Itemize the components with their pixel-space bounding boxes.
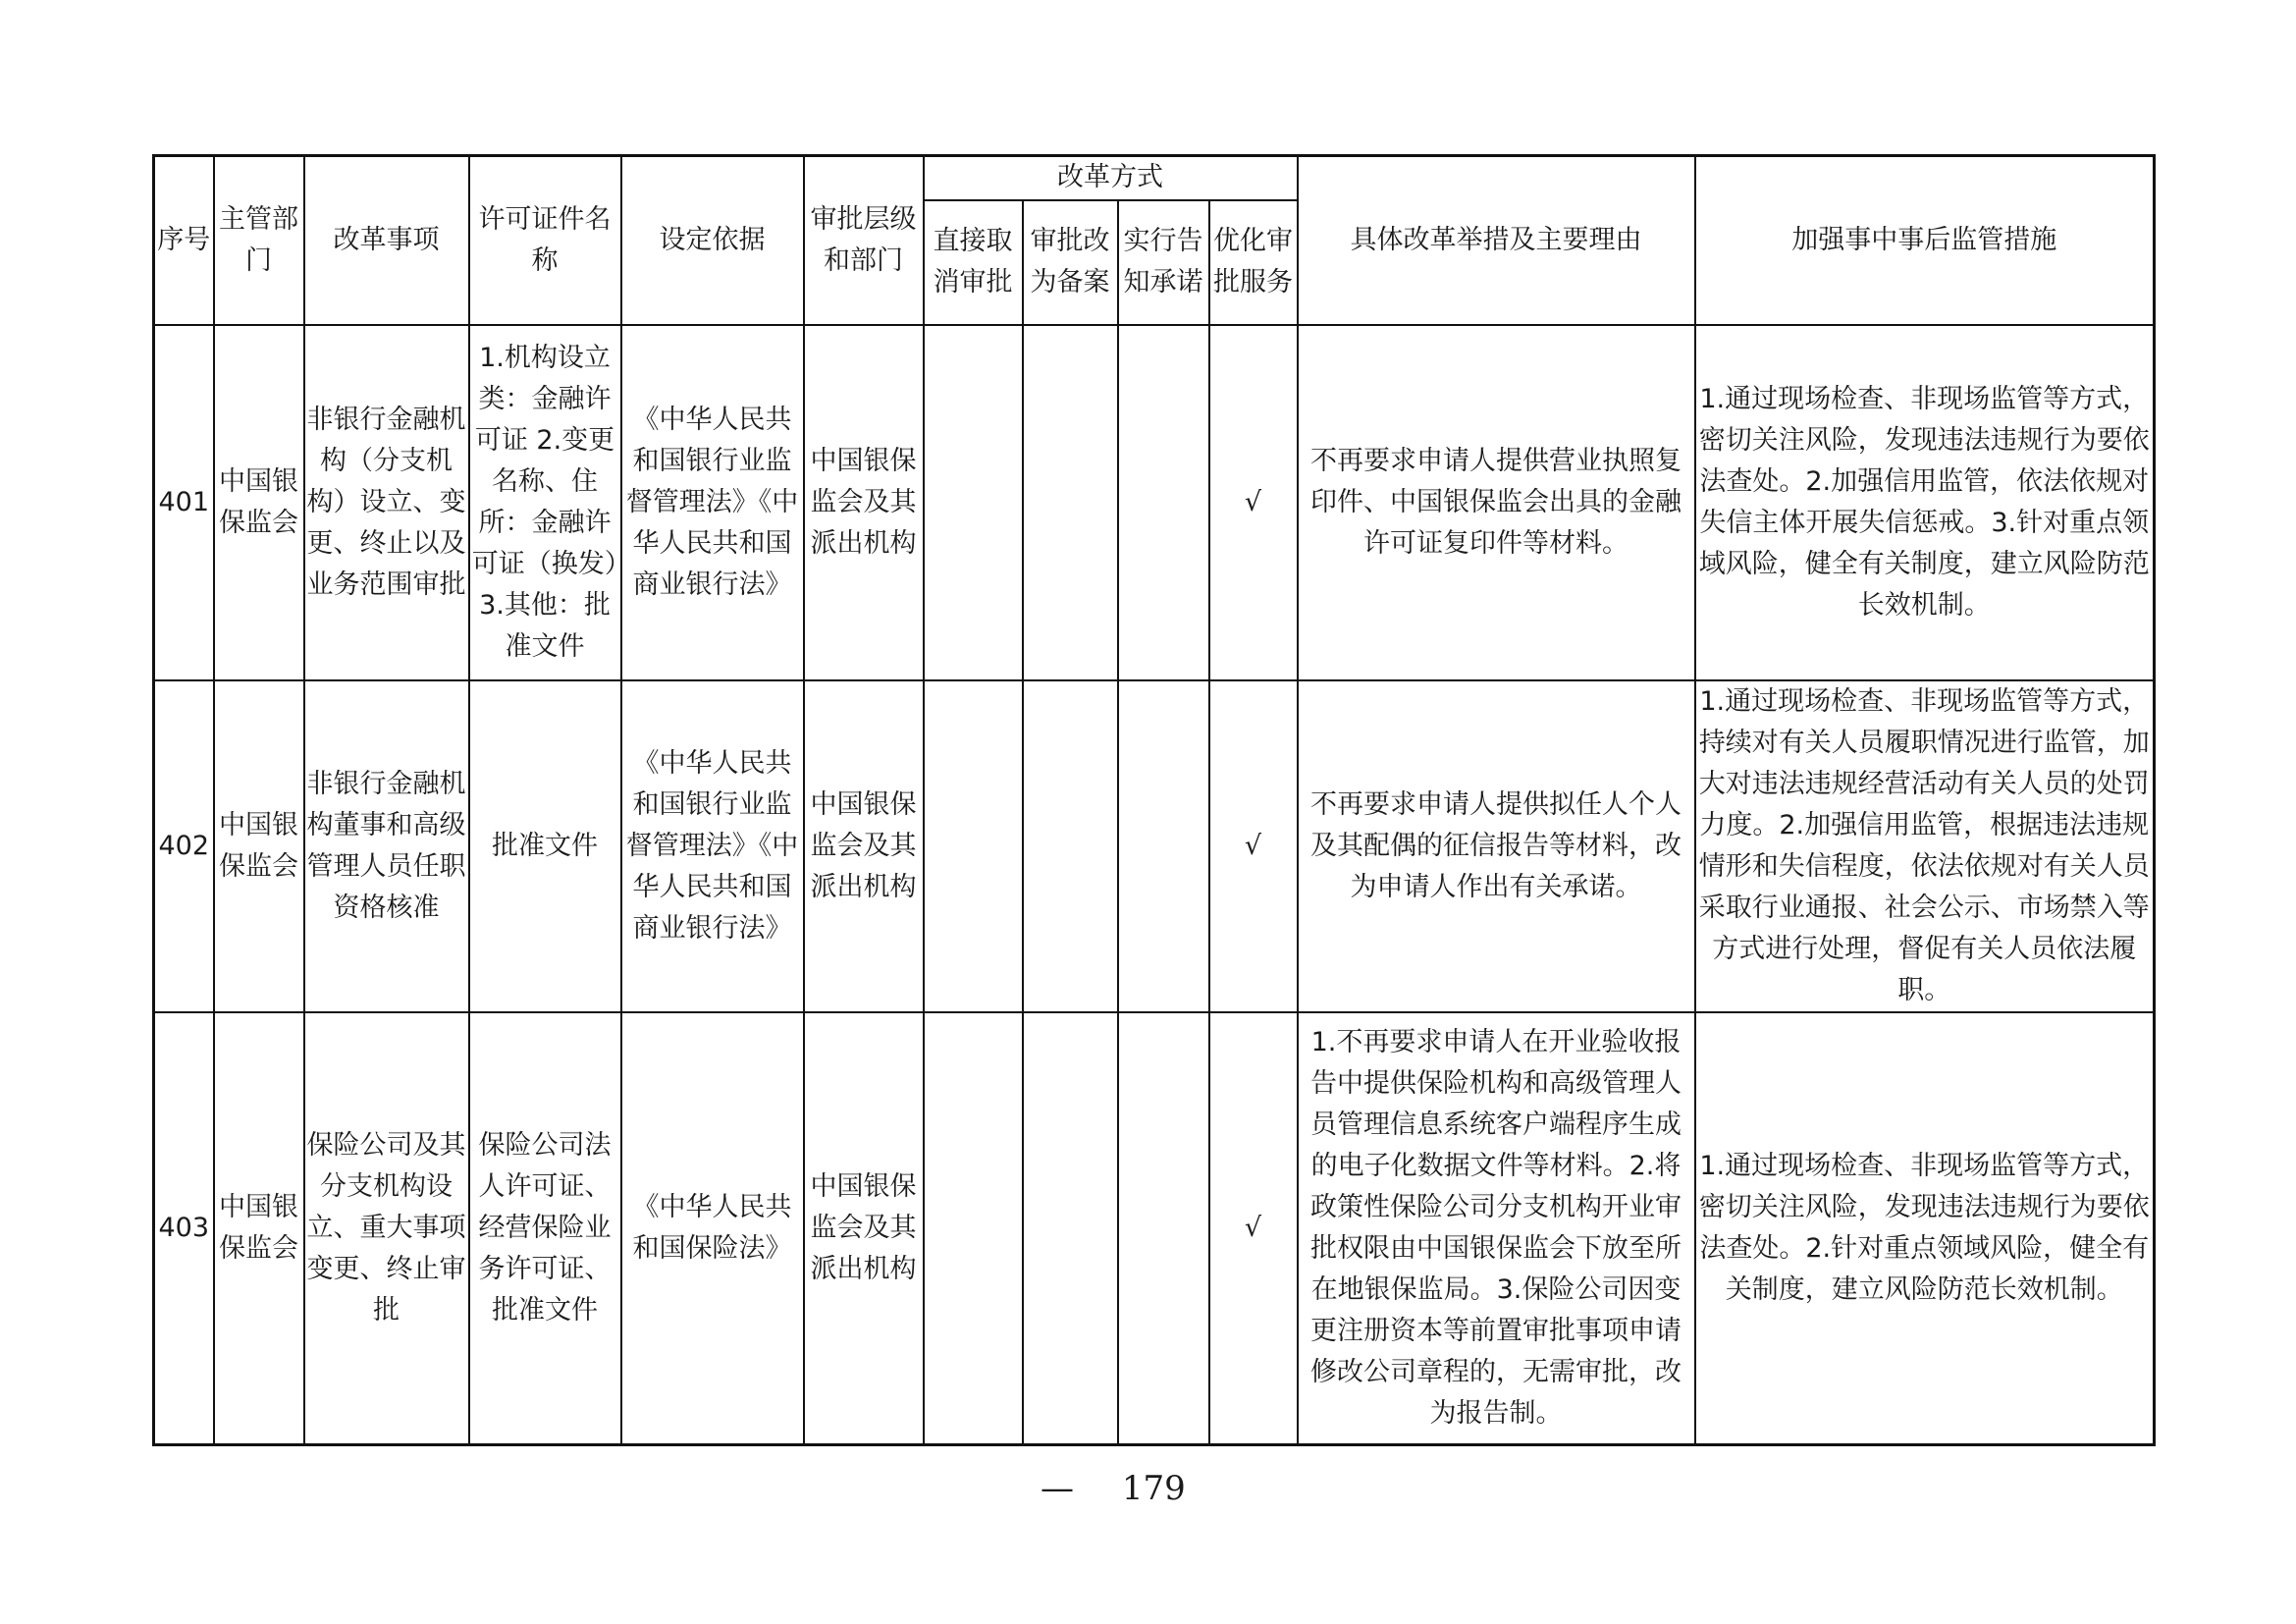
page-number-dash: — — [1041, 1469, 1074, 1508]
table-row — [154, 680, 2155, 1012]
row-mode-record — [1023, 325, 1118, 680]
row-level: 中国银保监会及其派出机构 — [804, 680, 924, 1012]
header-item: 改革事项 — [304, 156, 469, 325]
row-supervision: 1.通过现场检查、非现场监管等方式，密切关注风险，发现违法违规行为要依法查处。2.针对重点领域风险，健全有关制度，建立风险防范长效机制。 — [1695, 1012, 2155, 1445]
row-mode-record — [1023, 1012, 1118, 1445]
row-mode-cancel — [924, 1012, 1023, 1445]
row-item: 非银行金融机构（分支机构）设立、变更、终止以及业务范围审批 — [304, 325, 469, 680]
header-mode-optimize: 优化审批服务 — [1209, 200, 1298, 325]
row-level: 中国银保监会及其派出机构 — [804, 325, 924, 680]
header-license: 许可证件名称 — [469, 156, 621, 325]
row-dept: 中国银保监会 — [214, 680, 304, 1012]
table-row — [154, 1012, 2155, 1445]
row-seq: 403 — [154, 1012, 214, 1445]
row-mode-promise — [1118, 325, 1209, 680]
row-mode-promise — [1118, 680, 1209, 1012]
row-dept: 中国银保监会 — [214, 325, 304, 680]
row-supervision: 1.通过现场检查、非现场监管等方式，密切关注风险，发现违法违规行为要依法查处。2.加强信用监管，依法依规对失信主体开展失信惩戒。3.针对重点领域风险，健全有关制度，建立风险防范长效机制。 — [1695, 325, 2155, 680]
row-license: 保险公司法人许可证、经营保险业务许可证、批准文件 — [469, 1012, 621, 1445]
row-dept: 中国银保监会 — [214, 1012, 304, 1445]
row-item: 非银行金融机构董事和高级管理人员任职资格核准 — [304, 680, 469, 1012]
row-supervision: 1.通过现场检查、非现场监管等方式，持续对有关人员履职情况进行监管，加大对违法违规经营活动有关人员的处罚力度。2.加强信用监管，根据违法违规情形和失信程度，依法依规对有关人员采取行业通报、社会公示、市场禁入等方式进行处理，督促有关人员依法履职。 — [1695, 680, 2155, 1012]
row-level: 中国银保监会及其派出机构 — [804, 1012, 924, 1445]
row-mode-optimize-check: √ — [1209, 1012, 1298, 1445]
row-item: 保险公司及其分支机构设立、重大事项变更、终止审批 — [304, 1012, 469, 1445]
row-mode-optimize-check: √ — [1209, 680, 1298, 1012]
header-mode-cancel: 直接取消审批 — [924, 200, 1023, 325]
reform-table — [152, 154, 2156, 1446]
header-seq: 序号 — [154, 156, 214, 325]
row-measures: 1.不再要求申请人在开业验收报告中提供保险机构和高级管理人员管理信息系统客户端程序生成的电子化数据文件等材料。2.将政策性保险公司分支机构开业审批权限由中国银保监会下放至所在地银保监局。3.保险公司因变更注册资本等前置审批事项申请修改公司章程的，无需审批，改为报告制。 — [1298, 1012, 1695, 1445]
row-basis: 《中华人民共和国银行业监督管理法》《中华人民共和国商业银行法》 — [621, 680, 804, 1012]
header-dept: 主管部门 — [214, 156, 304, 325]
row-seq: 401 — [154, 325, 214, 680]
header-supervision: 加强事中事后监管措施 — [1695, 156, 2155, 325]
row-mode-promise — [1118, 1012, 1209, 1445]
row-basis: 《中华人民共和国银行业监督管理法》《中华人民共和国商业银行法》 — [621, 325, 804, 680]
header-mode-group: 改革方式 — [924, 156, 1298, 200]
table-row — [154, 325, 2155, 680]
row-basis: 《中华人民共和国保险法》 — [621, 1012, 804, 1445]
header-measures: 具体改革举措及主要理由 — [1298, 156, 1695, 325]
header-level: 审批层级和部门 — [804, 156, 924, 325]
header-mode-promise: 实行告知承诺 — [1118, 200, 1209, 325]
page-number: 179 — [1121, 1469, 1186, 1508]
page-number-footer — [1041, 1469, 1256, 1508]
row-license: 批准文件 — [469, 680, 621, 1012]
row-measures: 不再要求申请人提供营业执照复印件、中国银保监会出具的金融许可证复印件等材料。 — [1298, 325, 1695, 680]
row-mode-optimize-check: √ — [1209, 325, 1298, 680]
row-mode-cancel — [924, 325, 1023, 680]
row-license: 1.机构设立类：金融许可证 2.变更名称、住所：金融许可证（换发）3.其他：批准文件 — [469, 325, 621, 680]
header-mode-record: 审批改为备案 — [1023, 200, 1118, 325]
row-seq: 402 — [154, 680, 214, 1012]
header-basis: 设定依据 — [621, 156, 804, 325]
row-mode-cancel — [924, 680, 1023, 1012]
row-measures: 不再要求申请人提供拟任人个人及其配偶的征信报告等材料，改为申请人作出有关承诺。 — [1298, 680, 1695, 1012]
row-mode-record — [1023, 680, 1118, 1012]
